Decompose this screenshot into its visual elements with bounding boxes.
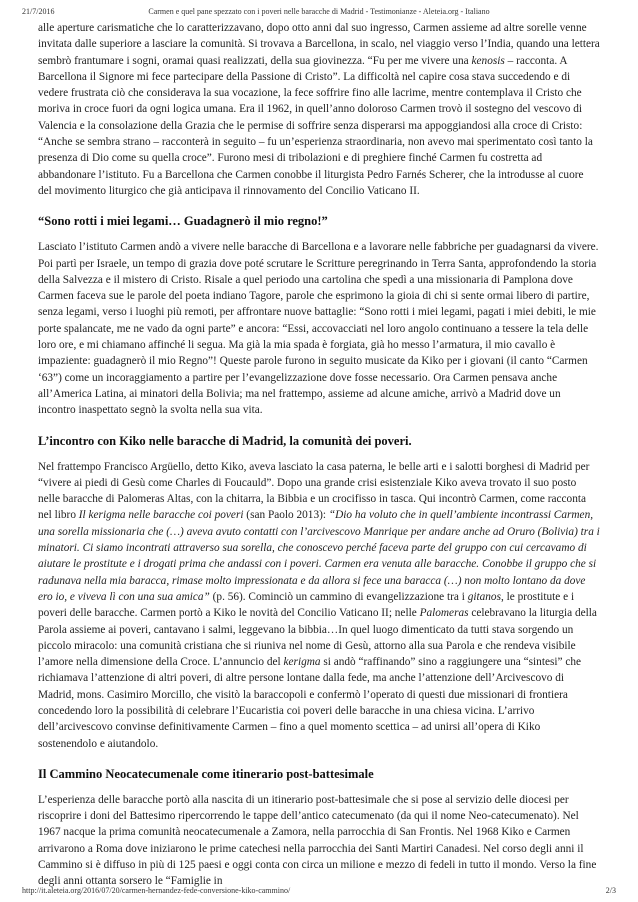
print-date: 21/7/2016 [22,7,55,16]
book-title: Il kerigma nelle baracche coi poveri [78,509,244,522]
source-url: http://it.aleteia.org/2016/07/20/carmen-hernandez-fede-conversione-kiko-cammino/ [22,886,291,895]
paragraph-3: Nel frattempo Francisco Argüello, detto Kiko, aveva lasciato la casa paterna, le belle arti e i salotti borghesi di Madrid per “vivere ai piedi di Gesù come Charles di Foucauld”. Dopo una grande crisi esistenziale Kiko aveva trovato il suo posto nelle baracche di Palomeras Altas, con la chitarra, la Bibbia e un crocifisso in tasca. Qui incontrò Carmen, come racconta nel libro Il kerigma nelle baracche coi poveri (san Paolo 2013): “Dio ha voluto che in quell’ambiente incontrassi Carmen, una sorella missionaria che (…) aveva avuto contatti con l’arcivescovo Manrique per andare anche ad Oruro (Bolivia) tra i minatori. Ci siamo incontrati attraverso sua sorella, che conoscevo perché faceva parte del gruppo con cui cercavamo di aiutare le prostitute e i drogati prima che andassi con i poveri. Carmen era venuta alle baracche. Conobbe il gruppo che si radunava nella mia baracca, rimase molto impressionata e da allora si fece una baracca (…) non molto lontano da dove ero io, e viveva lì con una sua amica” (p. 56). Cominciò un cammino di evangelizzazione tra i gitanos, le prostitute e i poveri delle baracche. Carmen portò a Kiko le novità del Concilio Vaticano II; nelle Palomeras celebravano la liturgia della Parola assieme ai poveri, cantavano i salmi, leggevano la bibbia…In quel luogo dimenticato da tutti stava sorgendo un piccolo miracolo: una comunità cristiana che si riuniva nel nome di Gesù, attorno alla sua Parola e che rendeva visibile l’amore nella dimensione della Croce. L’annuncio del kerigma si andò “raffinando” sino a raggiungere una “sintesi” che richiamava l’attenzione di altri poveri, di altre persone lontane dalla fede, ma anche l’attenzione dell’Arcivescovo di Madrid, mons. Casimiro Morcillo, che visitò la baraccopoli e confermò l’operato di questi due missionari di frontiera concedendo loro la possibilità di celebrare l’Eucaristia coi poveri delle baracche in una chiesa vicina. L’arrivo dell’arcivescovo convinse definitivamente Carmen – fino a quel momento scettica – ad unirsi all’opera di Kiko sostenendolo e aiutandolo. [38,460,600,750]
kiko-quote: “Dio ha voluto che in quell’ambiente incontrassi Carmen, una sorella missionaria che (…) aveva avuto contatti con l’arcivescovo Manrique per andare anche ad Oruro (Bolivia) tra i minatori. Ci siamo incontrati attraverso sua sorella, che conoscevo perché faceva parte del gruppo con cui cercavamo di aiutare le prostitute e i drogati prima che andassi con i poveri. Carmen era venuta alle baracche. Conobbe il gruppo che si radunava nella mia baracca, rimase molto impressionata e da allora si fece una baracca (…) non molto lontano da dove ero io, e viveva lì con una sua amica” [38,509,600,603]
print-footer [22,886,616,895]
paragraph-4: L’esperienza delle baracche portò alla nascita di un itinerario post-battesimale che si pose al servizio delle diocesi per riscoprire i doni del Battesimo ripercorrendo le tappe dell’antico catecumenato (da qui il nome Neo-catecumenato). Nel 1967 nacque la prima comunità neocatecumenale a Zamora, nella parrocchia di San Frontis. Nel 1968 Kiko e Carmen arrivarono a Roma dove iniziarono le prime catechesi nella parrocchia dei Santi Martiri Canadesi. Nel corso degli anni il Cammino si è diffuso in più di 125 paesi e oggi conta con circa un milione e mezzo di fedeli in tutto il mondo. Verso la fine degli anni ottanta sorsero le “Famiglie in [38,793,597,888]
page-number: 2/3 [605,886,616,895]
print-title: Carmen e quel pane spezzato con i poveri nelle baracche di Madrid - Testimonianze - Aleteia.org - Italiano [148,7,490,16]
article-body [38,20,600,900]
paragraph-2: Lasciato l’istituto Carmen andò a vivere nelle baracche di Barcellona e a lavorare nelle fabbriche per guadagnarsi da vivere. Poi partì per Israele, un tempo di grazia dove poté scrutare le Scritture peregrinando in Terra Santa, approfondendo la storia della Salvezza e il mistero di Cristo. Risale a quel periodo una cartolina che spedì a una missionaria di Pamplona dove Carmen faceva sue le parole del poeta indiano Tagore, parole che esprimono la gioia di chi si sente ormai libero di partire, senza legami, verso i luoghi più remoti, per affrontare nuove battaglie: “Sono rotti i miei legami, pagati i miei debiti, le mie porte spalancate, me ne vado da ogni parte” e ancora: “Essi, accovacciati nel loro angolo continuano a tessere la tela delle loro ore, e mi chiamano affinché li segua. Ma già la mia spada è forgiata, già ho messo l’armatura, il mio cavallo è impaziente: guadagnerò il mio Regno”! Queste parole furono in seguito musicate da Kiko per i giovani (il canto “Carmen ‘63”) come un incoraggiamento a partire per l’evangelizzazione dove fosse necessario. Ora Carmen pensava anche all’America Latina, ai minatori della Bolivia; ma nel frattempo, assieme ad alcune amiche, arrivò a Madrid dove un incontro inaspettato segnò la svolta nella sua vita. [38,241,599,417]
kenosis-term: kenosis [471,54,505,67]
section-heading-legami: “Sono rotti i miei legami… Guadagnerò il mio regno!” [38,214,328,229]
section-heading-incontro-kiko: L’incontro con Kiko nelle baracche di Madrid, la comunità dei poveri. [38,433,412,448]
section-heading-cammino: Il Cammino Neocatecumenale come itinerario post-battesimale [38,766,374,781]
paragraph-1: alle aperture carismatiche che lo caratterizzavano, dopo otto anni dal suo ingresso, Carmen assieme ad altre sorelle venne invitata dalle superiore a lasciare la comunità. Si trovava a Barcellona, in scalo, nel viaggio verso l’India, quando una lettera sembrò frantumare i sogni, oramai quasi realizzati, della sua giovinezza. “Fu per me vivere una kenosis – racconta. A Barcellona il Signore mi fece partecipare della Passione di Cristo”. La difficoltà nel capire cosa stava succedendo e di vedere frustrata ciò che considerava la sua vocazione, la fece soffrire fino alle lacrime, mentre contemplava il Cristo che moriva in croce fuori da ogni logica umana. Era il 1962, in quell’anno doloroso Carmen trovò il sostegno del vescovo di Valencia e la consolazione della Grazia che le permise di soffrire senza disperarsi ma appoggiandosi alla croce di Cristo: “Anche se sembra strano – racconterà in seguito – fu un’esperienza straordinaria, non avevo mai sperimentato così tanto la presenza di Dio come su quella croce”. Furono mesi di tribolazioni e di preghiere finché Carmen fu costretta ad abbandonare l’istituto. Fu a Barcellona che Carmen conobbe il liturgista Pedro Farnés Scherer, che la introdusse al cuore del movimento liturgico che già anticipava il rinnovamento del Concilio Vaticano II. [38,22,600,197]
